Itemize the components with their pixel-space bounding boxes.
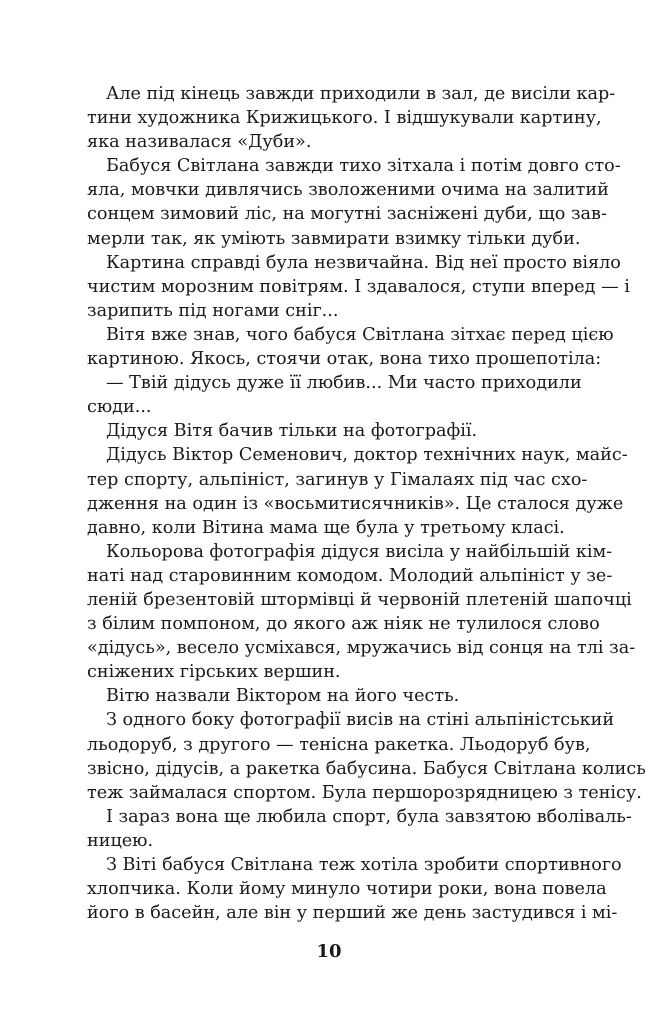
text-line: теж займалася спортом. Була першорозрядницею з тенісу. xyxy=(87,782,642,803)
text-line: Вітю назвали Віктором на його честь. xyxy=(106,686,460,707)
text-line: Вітя вже знав, чого бабуся Світлана зітхає перед цією xyxy=(106,324,614,345)
text-line: яла, мовчки дивлячись зволоженими очима на залитий xyxy=(87,180,609,201)
text-line: сюди... xyxy=(87,397,152,418)
paragraph xyxy=(87,323,614,371)
text-line: хлопчика. Коли йому минуло чотири роки, вона повела xyxy=(87,879,607,900)
text-line: тер спорту, альпініст, загинув у Гімалаях під час схо- xyxy=(87,469,588,490)
paragraph xyxy=(87,540,636,685)
text-line: давно, коли Вітина мама ще була у третьому класі. xyxy=(87,517,565,538)
text-line: наті над старовинним комодом. Молодий альпініст у зе- xyxy=(87,565,613,586)
text-line: І зараз вона ще любила спорт, була завзятою вболіваль- xyxy=(106,806,632,827)
paragraph xyxy=(87,251,630,323)
text-line: ницею. xyxy=(87,830,154,851)
paragraph xyxy=(87,154,621,250)
text-line: з білим помпоном, до якого аж ніяк не тулилося слово xyxy=(87,614,600,635)
paragraph xyxy=(87,419,581,443)
text-line: картиною. Якось, стоячи отак, вона тихо прошепотіла: xyxy=(87,349,602,370)
text-line: Кольорова фотографія дідуся висіла у найбільшій кім- xyxy=(106,541,613,562)
text-line: Дідуся Вітя бачив тільки на фотографії. xyxy=(106,421,478,442)
paragraph xyxy=(87,371,581,419)
paragraph xyxy=(87,82,616,154)
body-text xyxy=(87,82,646,925)
text-line: «дідусь», весело усміхався, мружачись від сонця на тлі за- xyxy=(87,638,636,659)
text-line: леній брезентовій штормівці й червоній плетеній шапочці xyxy=(87,589,632,610)
text-line: тини художника Крижицького. І відшукували картину, xyxy=(87,108,602,129)
text-line: З одного боку фотографії висів на стіні альпіністський xyxy=(106,710,615,731)
text-line: зарипить під ногами сніг... xyxy=(87,300,339,321)
text-line: Бабуся Світлана завжди тихо зітхала і потім довго сто- xyxy=(106,156,621,177)
text-line: чистим морозним повітрям. І здавалося, ступи вперед — і xyxy=(87,276,630,297)
text-line: звісно, дідусів, а ракетка бабусина. Бабуся Світлана колись xyxy=(87,758,646,779)
text-line: льодоруб, з другого — тенісна ракетка. Льодоруб був, xyxy=(87,734,591,755)
text-line: його в басейн, але він у перший же день застудився і мі- xyxy=(87,903,618,924)
text-line: сніжених гірських вершин. xyxy=(87,662,341,683)
text-line: Картина справді була незвичайна. Від неї просто віяло xyxy=(106,252,621,273)
text-line: сонцем зимовий ліс, на могутні засніжені дуби, що зав- xyxy=(87,204,607,225)
text-line: дження на один із «восьмитисячників». Це сталося дуже xyxy=(87,493,624,514)
text-line: мерли так, як уміють завмирати взимку тільки дуби. xyxy=(87,228,581,249)
text-line: З Віті бабуся Світлана теж хотіла зробити спортивного xyxy=(106,855,622,875)
paragraph xyxy=(87,684,581,708)
text-line: Дідусь Віктор Семенович, доктор технічних наук, майс- xyxy=(106,445,628,466)
text-line: Але під кінець завжди приходили в зал, де висіли кар- xyxy=(106,84,616,104)
text-line: — Твій дідусь дуже її любив... Ми часто приходили xyxy=(106,373,582,394)
paragraph xyxy=(87,805,632,853)
paragraph xyxy=(87,443,628,539)
paragraph xyxy=(87,853,622,925)
page-number: 10 xyxy=(316,941,342,962)
text-line: яка називалася «Дуби». xyxy=(87,132,312,153)
paragraph xyxy=(87,708,646,804)
